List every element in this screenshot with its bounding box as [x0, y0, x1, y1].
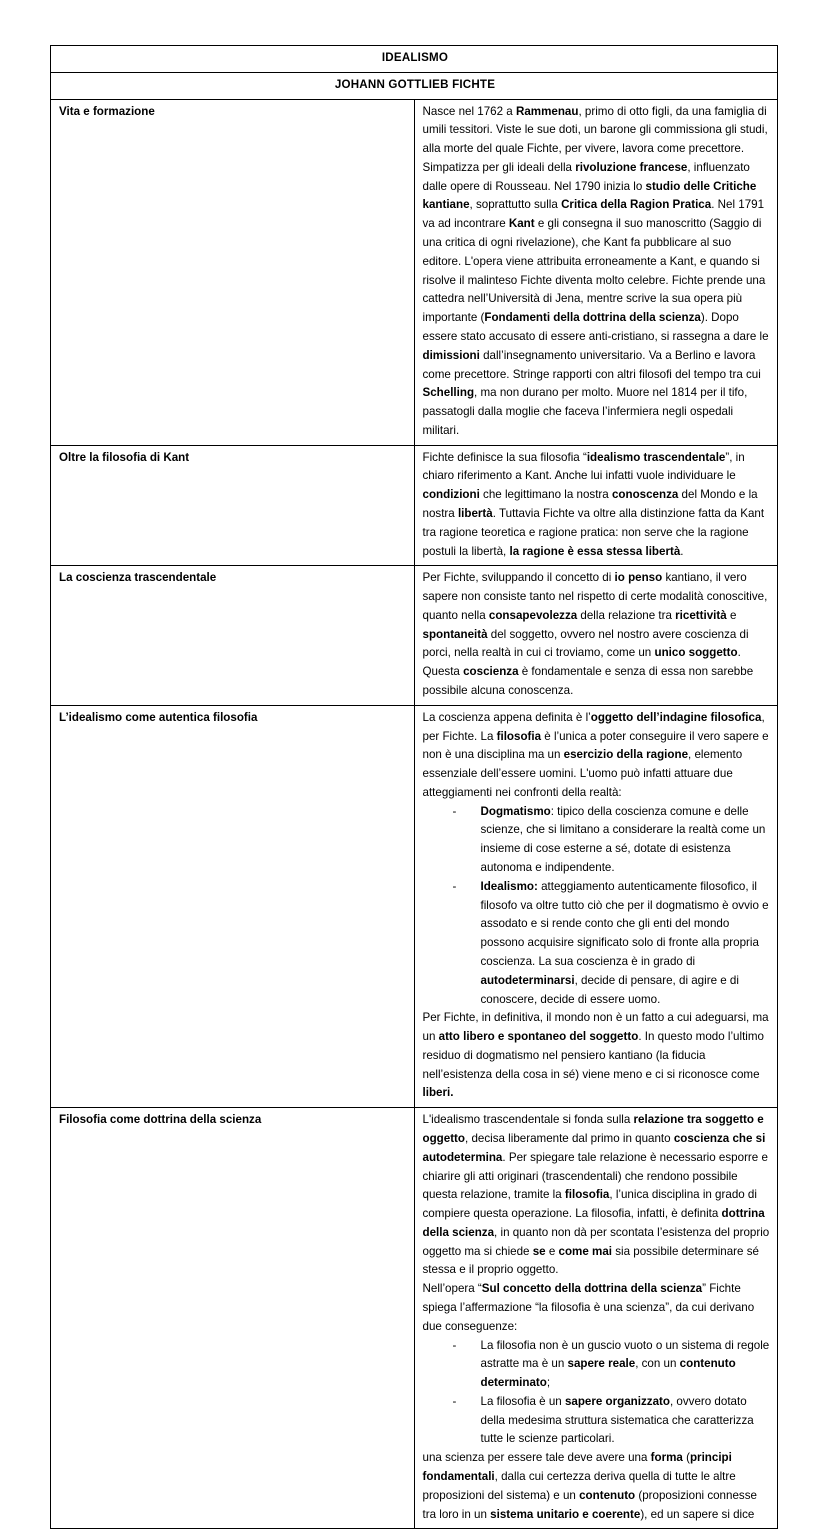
table-row — [51, 705, 778, 1107]
paragraph: Per Fichte, sviluppando il concetto di io penso kantiano, il vero sapere non consiste tanto nel rispetto di certe modalità conoscitive, quanto nella consapevolezza della relazione tra ricettività e spontaneità del soggetto, ovvero nel nostro avere coscienza di porci, nella realtà in cui ci troviamo, come un unico soggetto. Questa coscienza è fondamentale e senza di essa non sarebbe possibile alcuna conoscenza. — [422, 571, 768, 697]
row-label: Filosofia come dottrina della scienza — [51, 1108, 415, 1529]
dash-bullet-icon: - — [452, 804, 457, 818]
row-label: L’idealismo come autentica filosofia — [51, 705, 415, 1107]
idealismo-fichte-table — [50, 45, 778, 1529]
list-item-text: La filosofia non è un guscio vuoto o un sistema di regole astratte ma è un sapere reale, con un contenuto determinato; — [480, 1338, 770, 1390]
dash-bullet-icon: - — [452, 1394, 457, 1408]
document-title: IDEALISMO — [51, 46, 778, 73]
row-content — [414, 99, 778, 445]
row-label: La coscienza trascendentale — [51, 566, 415, 705]
bullet-list — [423, 1337, 772, 1450]
dash-bullet-icon: - — [452, 879, 457, 893]
bullet-list — [423, 803, 772, 1010]
paragraph: L'idealismo trascendentale si fonda sulla relazione tra soggetto e oggetto, decisa liberamente dal primo in quanto coscienza che si autodetermina. Per spiegare tale relazione è necessario esporre e chiarire gli atti originari (trascendentali) che rendono possibile questa relazione, tramite la filosofia, l’unica disciplina in grado di compiere questa operazione. La filosofia, infatti, è definita dottrina della scienza, in quanto non dà per scontata l’esistenza del proprio oggetto ma si chiede se e come mai sia possibile determinare sé stessa e il proprio oggetto. — [422, 1113, 770, 1277]
paragraph: Fichte definisce la sua filosofia “idealismo trascendentale”, in chiaro riferimento a Kant. Anche lui infatti vuole individuare le condizioni che legittimano la nostra conoscenza del Mondo e la nostra libertà. Tuttavia Fichte va oltre alla distinzione fatta da Kant tra ragione teoretica e ragione pratica: non serve che la ragione postuli la libertà, la ragione è essa stessa libertà. — [422, 450, 765, 558]
table-row — [51, 566, 778, 705]
row-label: Vita e formazione — [51, 99, 415, 445]
list-item — [423, 878, 772, 1009]
table-body — [51, 46, 778, 100]
table-row — [51, 99, 778, 445]
paragraph: Per Fichte, in definitiva, il mondo non è un fatto a cui adeguarsi, ma un atto libero e spontaneo del soggetto. In questo modo l’ultimo residuo di dogmatismo nel pensiero kantiano (la fiducia nell’esistenza della cosa in sé) viene meno e ci si riconosce come liberi. — [422, 1011, 769, 1100]
row-label: Oltre la filosofia di Kant — [51, 445, 415, 566]
content-rows — [51, 99, 778, 1529]
list-item — [423, 1337, 772, 1393]
list-item-text: Dogmatismo: tipico della coscienza comune e delle scienze, che si limitano a considerare la realtà come un insieme di cose esterne a sé, dotate di esistenza autonoma e indipendente. — [480, 804, 766, 875]
paragraph: La coscienza appena definita è l’oggetto dell’indagine filosofica, per Fichte. La filosofia è l’unica a poter conseguire il vero sapere e non è una disciplina ma un esercizio della ragione, elemento essenziale dell’essere uomini. L'uomo può infatti attuare due atteggiamenti nei confronti della realtà: — [422, 710, 769, 799]
table-title-row — [51, 46, 778, 73]
row-content — [414, 445, 778, 566]
document-subtitle: JOHANN GOTTLIEB FICHTE — [51, 72, 778, 99]
row-content — [414, 705, 778, 1107]
paragraph: una scienza per essere tale deve avere una forma (principi fondamentali, dalla cui certezza deriva quella di tutte le altre proposizioni del sistema) e un contenuto (proposizioni connesse tra loro in un sistema unitario e coerente), ed un sapere si dice — [422, 1451, 757, 1521]
list-item-text: La filosofia è un sapere organizzato, ovvero dotato della medesima struttura sistematica che caratterizza tutte le scienze particolari. — [480, 1394, 754, 1446]
paragraph: Nell’opera “Sul concetto della dottrina della scienza” Fichte spiega l’affermazione “la filosofia è una scienza”, da cui derivano due conseguenze: — [422, 1282, 755, 1333]
list-item — [423, 1393, 772, 1449]
table-row — [51, 445, 778, 566]
table-subtitle-row — [51, 72, 778, 99]
paragraph: Nasce nel 1762 a Rammenau, primo di otto figli, da una famiglia di umili tessitori. Viste le sue doti, un barone gli commissiona gli studi, alla morte del quale Fichte, per vivere, lavora come precettore. Simpatizza per gli ideali della rivoluzione francese, influenzato dalle opere di Rousseau. Nel 1790 inizia lo studio delle Critiche kantiane, soprattutto sulla Critica della Ragion Pratica. Nel 1791 va ad incontrare Kant e gli consegna il suo manoscritto (Saggio di una critica di ogni rivelazione), che Kant fa pubblicare al suo editore. L'opera viene attribuita erroneamente a Kant, e quando si risolve il malinteso Fichte diventa molto celebre. Fichte prende una cattedra nell’Università di Jena, mentre scrive la sua opera più importante (Fondamenti della dottrina della scienza). Dopo essere stato accusato di essere anti-cristiano, si rassegna a dare le dimissioni dall’insegnamento universitario. Va a Berlino e lavora come precettore. Stringe rapporti con altri filosofi del tempo tra cui Schelling, ma non durano per molto. Muore nel 1814 per il tifo, passatogli dalla moglie che faceva l’infermiera negli ospedali militari. — [422, 104, 769, 437]
dash-bullet-icon: - — [452, 1338, 457, 1352]
list-item — [423, 803, 772, 878]
row-content — [414, 566, 778, 705]
list-item-text: Idealismo: atteggiamento autenticamente filosofico, il filosofo va oltre tutto ciò che per il dogmatismo è ovvio e assodato e si rende conto che gli enti del mondo possono acquisire significato solo di fronte alla propria coscienza. La sua coscienza è in grado di autodeterminarsi, decide di pensare, di agire e di conoscere, decide di essere uomo. — [480, 879, 769, 1006]
